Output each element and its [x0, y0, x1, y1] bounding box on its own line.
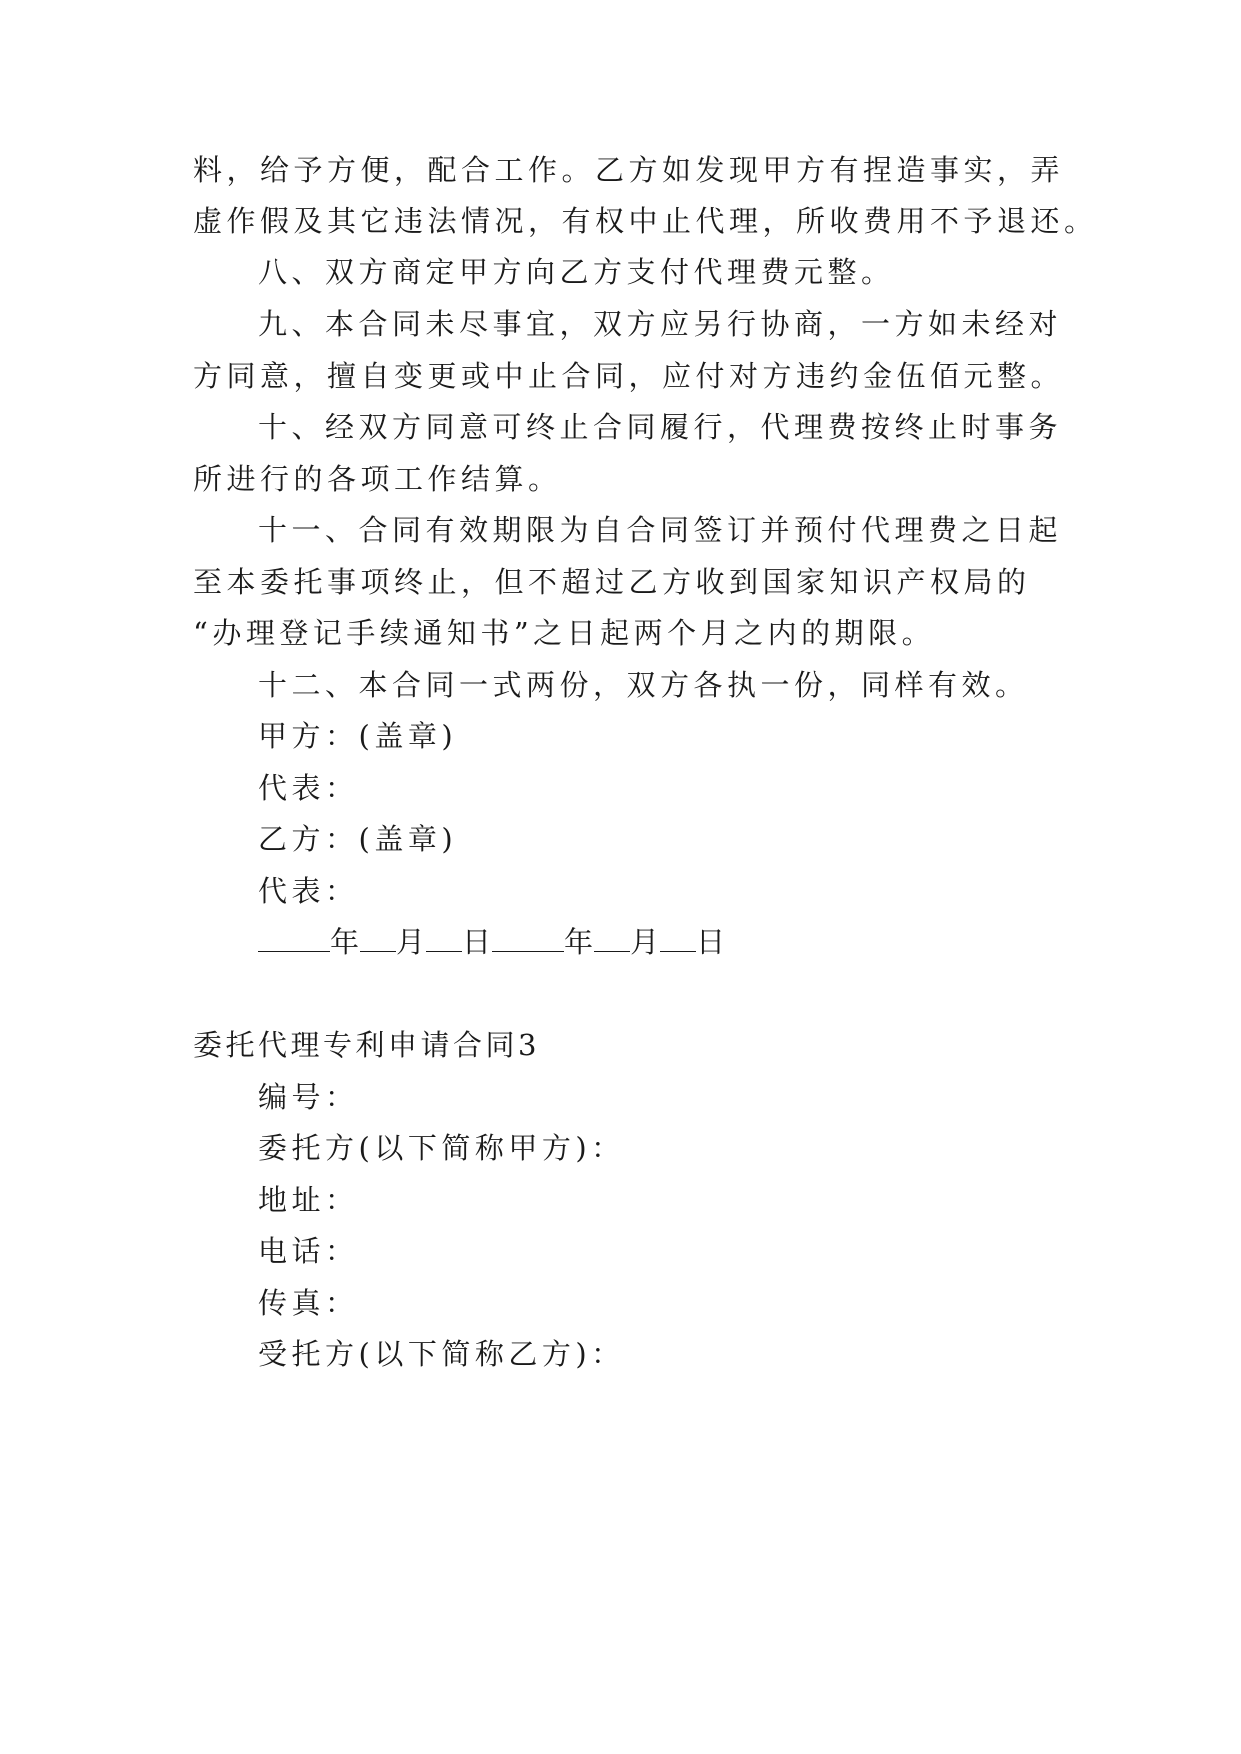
client-party: 委托方(以下简称甲方)：	[258, 1131, 625, 1165]
agent-party: 受托方(以下简称乙方)：	[258, 1337, 625, 1371]
clause7-line2: 虚作假及其它违法情况，有权中止代理，所收费用不予退还。	[193, 204, 1098, 238]
party-a-representative: 代表：	[258, 771, 359, 805]
address-field: 地址：	[258, 1183, 359, 1217]
clause11-line1: 十一、合同有效期限为自合同签订并预付代理费之日起	[258, 513, 1063, 547]
contract-number: 编号：	[258, 1080, 359, 1114]
clause9-line2: 方同意，擅自变更或中止合同，应付对方违约金伍佰元整。	[193, 359, 1065, 393]
year-label: 年	[330, 925, 361, 959]
month-blank	[360, 925, 396, 952]
clause11-line2: 至本委托事项终止，但不超过乙方收到国家知识产权局的	[193, 565, 1031, 599]
fax-field: 传真：	[258, 1286, 359, 1320]
contract-title: 委托代理专利申请合同3	[193, 1028, 540, 1062]
year-blank	[258, 925, 330, 952]
party-b-seal: 乙方：(盖章)	[258, 822, 458, 856]
clause9-line1: 九、本合同未尽事宜，双方应另行协商，一方如未经对	[258, 307, 1063, 341]
clause7-line1: 料，给予方便，配合工作。乙方如发现甲方有捏造事实，弄	[193, 153, 1065, 187]
clause10-line2: 所进行的各项工作结算。	[193, 462, 562, 496]
clause8: 八、双方商定甲方向乙方支付代理费元整。	[258, 255, 895, 289]
day-blank-2	[660, 925, 696, 952]
year-blank-2	[492, 925, 564, 952]
day-label-2: 日	[696, 925, 727, 959]
clause12: 十二、本合同一式两份，双方各执一份，同样有效。	[258, 668, 1029, 702]
signing-date-line	[258, 922, 1138, 962]
party-a-seal: 甲方：(盖章)	[258, 719, 458, 753]
clause11-line3: “办理登记手续通知书”之日起两个月之内的期限。	[193, 616, 936, 650]
year-label-2: 年	[564, 925, 595, 959]
party-b-representative: 代表：	[258, 874, 359, 908]
month-label-2: 月	[630, 925, 661, 959]
month-label: 月	[396, 925, 427, 959]
clause10-line1: 十、经双方同意可终止合同履行，代理费按终止时事务	[258, 410, 1063, 444]
month-blank-2	[594, 925, 630, 952]
day-blank	[426, 925, 462, 952]
phone-field: 电话：	[258, 1234, 359, 1268]
day-label: 日	[462, 925, 493, 959]
